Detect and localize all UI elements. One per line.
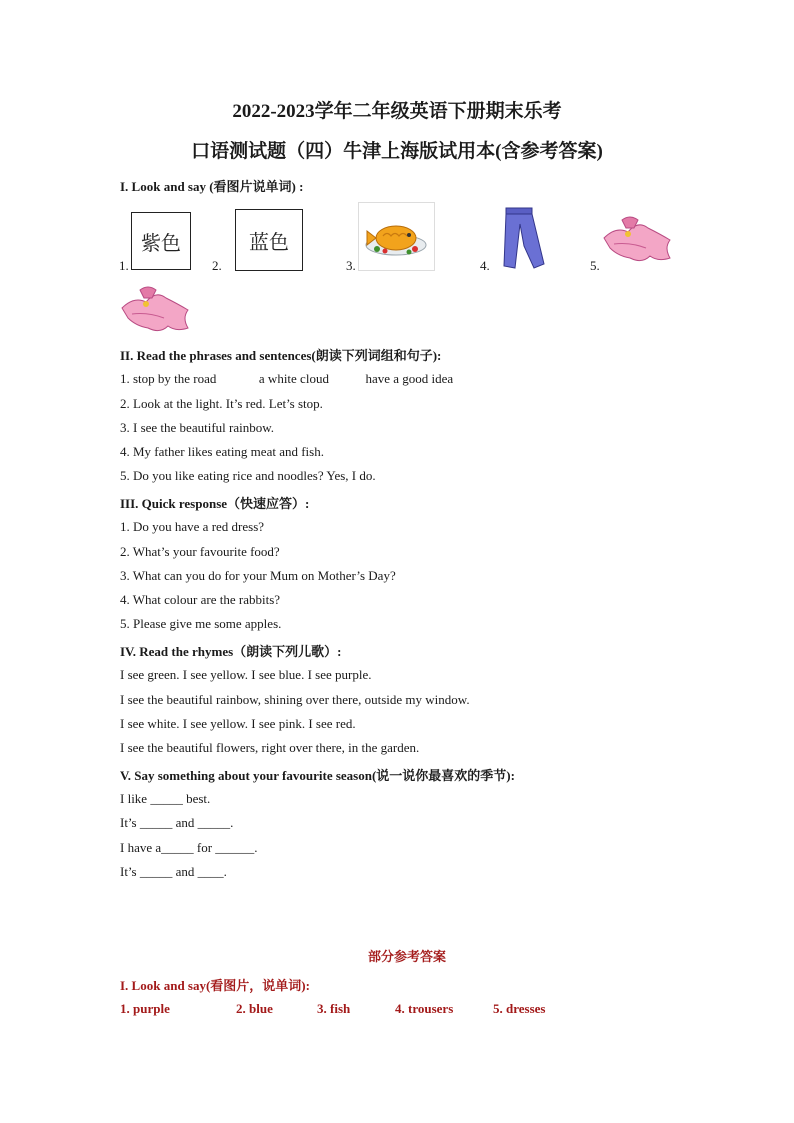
rhyme-line: I see green. I see yellow. I see blue. I see purple. — [120, 667, 372, 682]
section4-heading: IV. Read the rhymes（朗读下列儿歌）: — [120, 644, 342, 659]
fill-blank-line: It’s _____ and _____. — [120, 815, 234, 830]
fill-blank-line: I have a_____ for ______. — [120, 840, 258, 855]
item-number-1: 1. — [119, 258, 129, 273]
color-word-box-1 — [131, 212, 191, 270]
answers-subheading: I. Look and say(看图片，说单词): — [120, 978, 310, 993]
question-line: 4. What colour are the rabbits? — [120, 592, 281, 607]
fill-blank-line: I like _____ best. — [120, 791, 211, 806]
answer-item-1: 1. purple — [120, 1001, 170, 1016]
section1-heading: I. Look and say (看图片说单词) : — [120, 179, 304, 194]
pink-dress-icon — [118, 284, 192, 340]
section3-heading: III. Quick response（快速应答）: — [120, 496, 310, 511]
question-line: 3. What can you do for your Mum on Mother’s Day? — [120, 568, 396, 583]
document-title-line1: 2022-2023学年二年级英语下册期末乐考 — [232, 101, 562, 122]
trousers-icon — [498, 206, 548, 270]
sentence-line: 2. Look at the light. It’s red. Let’s stop. — [120, 396, 323, 411]
item-number-5: 5. — [590, 258, 600, 273]
answer-item-2: 2. blue — [236, 1001, 273, 1016]
item-number-3: 3. — [346, 258, 356, 273]
item-number-4: 4. — [480, 258, 490, 273]
pink-dress-icon — [600, 212, 674, 272]
color-word-box-2 — [235, 209, 303, 271]
color-word-1: 紫色 — [141, 230, 181, 255]
answers-heading: 部分参考答案 — [367, 949, 446, 964]
section5-heading: V. Say something about your favourite season(说一说你最喜欢的季节): — [120, 768, 515, 783]
question-line: 5. Please give me some apples. — [120, 616, 282, 631]
rhyme-line: I see the beautiful flowers, right over there, in the garden. — [120, 740, 420, 755]
phrase-1: 1. stop by the road — [120, 371, 217, 386]
phrase-2: a white cloud — [258, 371, 329, 386]
rhyme-line: I see white. I see yellow. I see pink. I see red. — [120, 716, 356, 731]
phrase-line-1 — [120, 371, 453, 387]
answer-item-5: 5. dresses — [493, 1001, 546, 1016]
fill-blank-line: It’s _____ and ____. — [120, 864, 227, 879]
answer-item-3: 3. fish — [317, 1001, 351, 1016]
sentence-line: 4. My father likes eating meat and fish. — [120, 444, 324, 459]
document-title-line2: 口语测试题（四）牛津上海版试用本(含参考答案) — [191, 141, 603, 162]
sentence-line: 3. I see the beautiful rainbow. — [120, 420, 275, 435]
question-line: 1. Do you have a red dress? — [120, 519, 265, 534]
question-line: 2. What’s your favourite food? — [120, 544, 280, 559]
rhyme-line: I see the beautiful rainbow, shining over there, outside my window. — [120, 692, 470, 707]
answer-item-4: 4. trousers — [395, 1001, 454, 1016]
section2-heading: II. Read the phrases and sentences(朗读下列词组和句子): — [120, 348, 442, 363]
sentence-line: 5. Do you like eating rice and noodles? Yes, I do. — [120, 468, 376, 483]
fish-dish-icon — [358, 202, 435, 271]
color-word-2: 蓝色 — [249, 229, 289, 254]
phrase-3: have a good idea — [365, 371, 454, 386]
item-number-2: 2. — [212, 258, 222, 273]
